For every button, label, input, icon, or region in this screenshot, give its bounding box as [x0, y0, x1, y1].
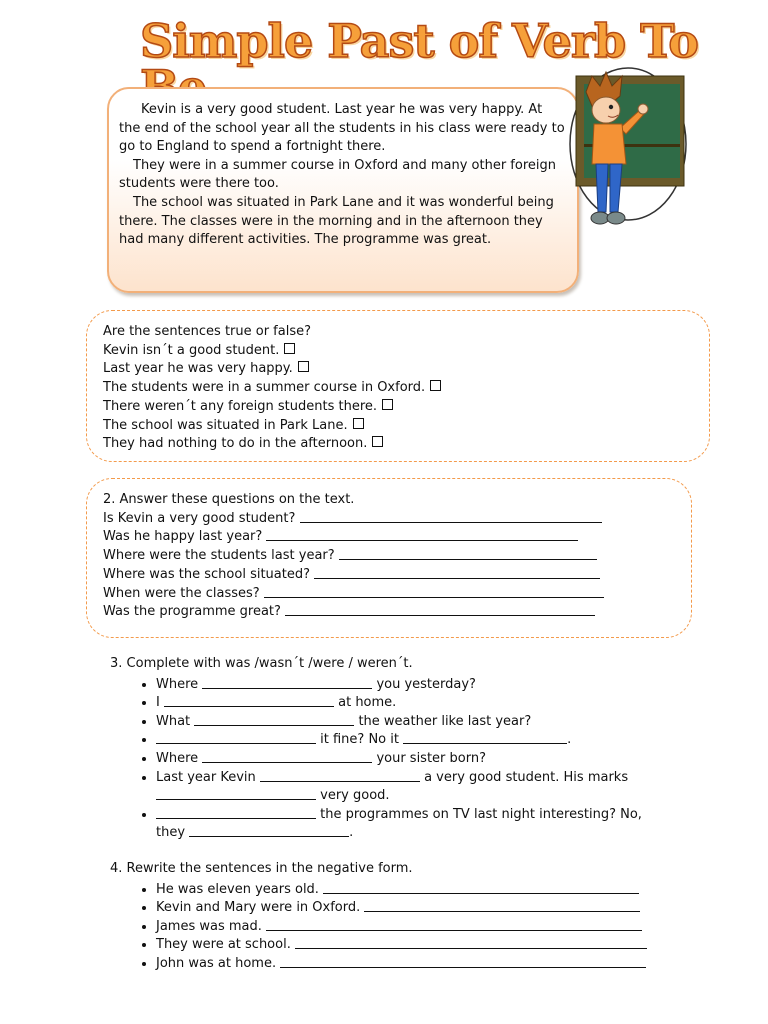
- question-item: [103, 566, 691, 585]
- rewrite-item: [156, 899, 670, 918]
- item-text: .: [349, 825, 354, 841]
- true-false-statement: Kevin isn´t a good student.: [103, 342, 280, 358]
- item-text: .: [567, 732, 572, 748]
- answer-checkbox[interactable]: [382, 399, 393, 410]
- item-text: you yesterday?: [376, 676, 476, 692]
- complete-item: [156, 806, 670, 843]
- answer-blank[interactable]: [266, 918, 642, 931]
- answer-blank[interactable]: [189, 824, 349, 837]
- answer-blank[interactable]: [295, 936, 647, 949]
- item-text: your sister born?: [376, 750, 486, 766]
- true-false-item: [103, 417, 709, 436]
- item-text: I: [156, 695, 160, 711]
- answer-blank[interactable]: [202, 676, 372, 689]
- true-false-statement: There weren´t any foreign students there.: [103, 398, 378, 414]
- answer-blank[interactable]: [364, 899, 640, 912]
- item-text: Last year Kevin: [156, 769, 256, 785]
- reading-paragraph: The school was situated in Park Lane and it was wonderful being there. The classes were in the morning and in the afternoon they had many different activities. The programme was great.: [119, 194, 554, 248]
- answer-blank[interactable]: [202, 750, 372, 763]
- complete-item: [156, 676, 670, 695]
- worksheet-title: Simple Past of Verb To: [140, 14, 698, 68]
- answer-checkbox[interactable]: [372, 436, 383, 447]
- answer-blank[interactable]: [285, 603, 595, 616]
- answer-checkbox[interactable]: [298, 361, 309, 372]
- complete-item: [156, 694, 670, 713]
- item-text: Where: [156, 750, 199, 766]
- rewrite-sentence: They were at school.: [156, 937, 291, 953]
- exercise-1-heading: Are the sentences true or false?: [103, 324, 312, 339]
- answer-blank[interactable]: [266, 528, 578, 541]
- true-false-statement: The students were in a summer course in Oxford.: [103, 380, 426, 396]
- question-text: Where were the students last year?: [103, 548, 335, 564]
- rewrite-item: [156, 936, 670, 955]
- question-text: Where was the school situated?: [103, 566, 310, 582]
- true-false-item: [103, 435, 709, 454]
- reading-paragraph: Kevin is a very good student. Last year he was very happy. At the end of the school year all the students in his class were ready to go to England to spend a fortnight there.: [119, 102, 565, 155]
- true-false-item: [103, 398, 709, 417]
- exercise-2-heading: 2. Answer these questions on the text.: [103, 492, 355, 507]
- complete-item: [156, 713, 670, 732]
- answer-blank[interactable]: [156, 731, 316, 744]
- rewrite-sentence: He was eleven years old.: [156, 881, 319, 897]
- question-item: [103, 585, 691, 604]
- true-false-item: [103, 360, 709, 379]
- answer-blank[interactable]: [156, 806, 316, 819]
- complete-exercise-section: [110, 655, 670, 843]
- rewrite-sentence: Kevin and Mary were in Oxford.: [156, 900, 361, 916]
- true-false-statement: The school was situated in Park Lane.: [103, 417, 348, 433]
- item-text: at home.: [338, 695, 397, 711]
- student-at-blackboard-illustration: [548, 66, 688, 236]
- question-text: Was he happy last year?: [103, 529, 263, 545]
- answer-blank[interactable]: [403, 731, 567, 744]
- question-text: Was the programme great?: [103, 604, 281, 620]
- answer-blank[interactable]: [164, 694, 334, 707]
- true-false-statement: Last year he was very happy.: [103, 361, 293, 377]
- complete-item: [156, 769, 670, 806]
- rewrite-sentence: James was mad.: [156, 918, 262, 934]
- item-text: Where: [156, 676, 199, 692]
- rewrite-item: [156, 918, 670, 937]
- rewrite-item: [156, 955, 670, 974]
- item-text: very good.: [320, 788, 390, 804]
- rewrite-item: [156, 881, 670, 900]
- complete-item: [156, 731, 670, 750]
- answer-questions-exercise-box: [86, 478, 692, 638]
- rewrite-sentence: John was at home.: [156, 955, 277, 971]
- negative-form-exercise-section: [110, 860, 670, 974]
- answer-checkbox[interactable]: [430, 380, 441, 391]
- question-item: [103, 510, 691, 529]
- answer-blank[interactable]: [323, 881, 639, 894]
- exercise-4-heading: 4. Rewrite the sentences in the negative form.: [110, 861, 413, 876]
- question-item: [103, 603, 691, 622]
- question-item: [103, 528, 691, 547]
- answer-blank[interactable]: [260, 769, 420, 782]
- question-text: Is Kevin a very good student?: [103, 510, 296, 526]
- question-text: When were the classes?: [103, 585, 260, 601]
- question-item: [103, 547, 691, 566]
- item-text: the programmes on TV last night interesting? No,: [320, 806, 642, 822]
- item-text: a very good student. His marks: [424, 769, 629, 785]
- answer-checkbox[interactable]: [353, 418, 364, 429]
- item-text: they: [156, 825, 186, 841]
- item-text: it fine? No it: [320, 732, 399, 748]
- reading-paragraph: They were in a summer course in Oxford and many other foreign students were there too.: [119, 157, 556, 192]
- item-text: What: [156, 713, 191, 729]
- answer-blank[interactable]: [156, 787, 316, 800]
- true-false-statement: They had nothing to do in the afternoon.: [103, 436, 368, 452]
- true-false-item: [103, 379, 709, 398]
- answer-blank[interactable]: [194, 713, 354, 726]
- exercise-3-heading: 3. Complete with was /wasn´t /were / weren´t.: [110, 656, 413, 671]
- true-false-exercise-box: [86, 310, 710, 462]
- complete-item: [156, 750, 670, 769]
- answer-blank[interactable]: [339, 547, 597, 560]
- answer-blank[interactable]: [300, 510, 602, 523]
- answer-checkbox[interactable]: [284, 343, 295, 354]
- reading-text-box: [107, 87, 579, 293]
- answer-blank[interactable]: [314, 566, 600, 579]
- item-text: the weather like last year?: [358, 713, 532, 729]
- answer-blank[interactable]: [264, 585, 604, 598]
- answer-blank[interactable]: [280, 955, 646, 968]
- true-false-item: [103, 342, 709, 361]
